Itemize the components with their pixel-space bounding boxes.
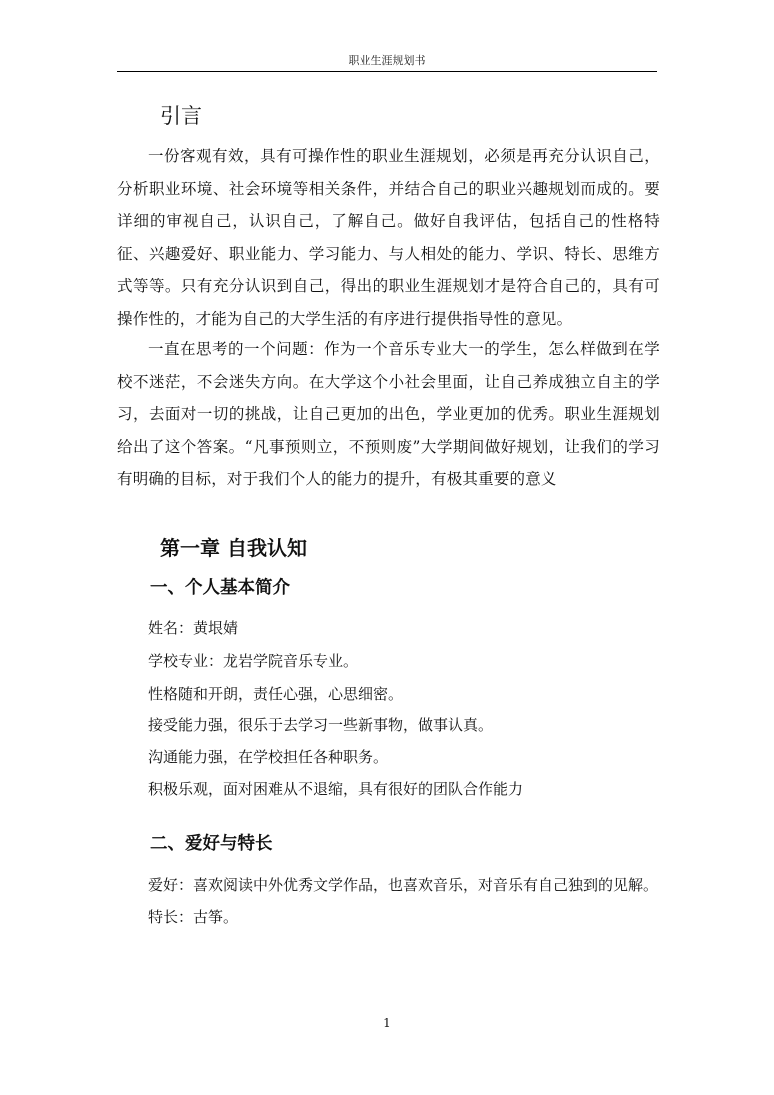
intro-paragraph-1: 一份客观有效，具有可操作性的职业生涯规划，必须是再充分认识自己，分析职业环境、社会环境等相关条件，并结合自己的职业兴趣规划而成的。要详细的审视自己，认识自己，了解自己。做好自我评估，包括自己的性格特征、兴趣爱好、职业能力、学习能力、与人相处的能力、学识、特长、思维方式等等。只有充分认识到自己，得出的职业生涯规划才是符合自己的，具有可操作性的，才能为自己的大学生活的有序进行提供指导性的意见。 <box>117 147 660 328</box>
header-divider <box>117 71 657 72</box>
profile-line-learning: 接受能力强，很乐于去学习一些新事物，做事认真。 <box>148 716 494 734</box>
profile-line-school: 学校专业：龙岩学院音乐专业。 <box>148 652 359 670</box>
profile-line-communication: 沟通能力强，在学校担任各种职务。 <box>148 748 389 766</box>
section-title-profile: 一、个人基本简介 <box>150 578 290 598</box>
section-title-hobbies: 二、爱好与特长 <box>150 834 273 854</box>
intro-heading: 引言 <box>160 104 202 128</box>
hobby-line: 爱好：喜欢阅读中外优秀文学作品，也喜欢音乐，对音乐有自己独到的见解。 <box>148 876 659 894</box>
chapter-title: 第一章 自我认知 <box>160 536 307 560</box>
profile-line-attitude: 积极乐观，面对困难从不退缩，具有很好的团队合作能力 <box>148 780 524 798</box>
profile-line-name: 姓名：黄垠婧 <box>148 619 239 637</box>
running-header: 职业生涯规划书 <box>348 54 426 67</box>
specialty-line: 特长：古筝。 <box>148 908 239 926</box>
page-number: 1 <box>383 1016 391 1030</box>
profile-line-personality: 性格随和开朗，责任心强，心思细密。 <box>148 685 404 703</box>
intro-paragraph-2: 一直在思考的一个问题：作为一个音乐专业大一的学生，怎么样做到在学校不迷茫，不会迷失方向。在大学这个小社会里面，让自己养成独立自主的学习，去面对一切的挑战，让自己更加的出色，学业更加的优秀。职业生涯规划给出了这个答案。“凡事预则立，不预则废”大学期间做好规划，让我们的学习有明确的目标，对于我们个人的能力的提升，有极其重要的意义 <box>117 340 660 488</box>
